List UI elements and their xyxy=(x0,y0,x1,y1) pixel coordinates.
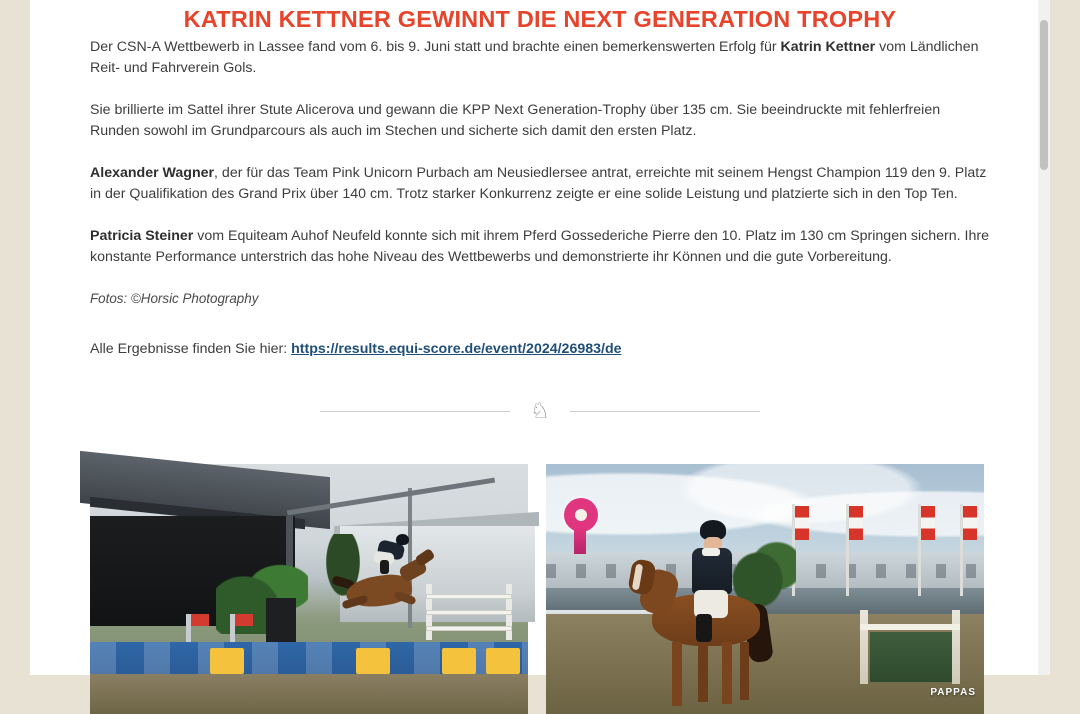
scrollbar-thumb[interactable] xyxy=(1040,20,1048,170)
paragraph-4 xyxy=(90,226,990,268)
jump-obstacle xyxy=(858,610,964,684)
results-line xyxy=(90,339,990,360)
article-body xyxy=(30,37,1050,360)
page-left-margin xyxy=(0,0,30,675)
paragraph-1-run-1: Der CSN-A Wettbewerb in Lassee fand vom 6. bis 9. Juni statt und brachte einen bemerkenswerten Erfolg für xyxy=(90,39,781,55)
jump-filler-wall xyxy=(870,632,952,682)
rider-in-jump xyxy=(372,532,416,572)
jump-rail xyxy=(426,594,512,599)
divider-rule-left xyxy=(320,411,510,412)
arena-sand xyxy=(90,674,528,714)
winner-rosette xyxy=(564,498,598,532)
flag-pole xyxy=(846,504,849,596)
flag-pole xyxy=(918,504,921,596)
show-jumping-photo[interactable] xyxy=(90,464,528,714)
paragraph-4-run-2: vom Equiteam Auhof Neufeld konnte sich mit ihrem Pferd Gossederiche Pierre den 10. Platz im 130 cm Springen sichern. Ihre konstante Performance unterstrich das hohe Niveau des Wettbewerbs und demonstrierte ihr Können und die gute Vorbereitung. xyxy=(90,228,989,265)
winning-rider xyxy=(678,520,748,640)
divider-rule-right xyxy=(570,411,760,412)
sponsor-board xyxy=(442,648,476,674)
sponsor-board xyxy=(356,648,390,674)
riding-helmet-icon xyxy=(396,534,409,545)
photo-gallery xyxy=(30,464,1050,714)
page-scrollbar[interactable] xyxy=(1038,0,1050,675)
photo-credit: Fotos: ©Horsic Photography xyxy=(90,291,259,306)
jump-obstacle xyxy=(422,584,518,640)
horse-legs xyxy=(664,642,752,706)
winner-rosette-photo[interactable] xyxy=(546,464,984,714)
results-label: Alle Ergebnisse finden Sie hier: xyxy=(90,341,292,357)
paragraph-2-run-1: Sie brillierte im Sattel ihrer Stute Alicerova und gewann die KPP Next Generation-Trophy über 135 cm. Sie beeindruckte mit fehlerfreien Runden sowohl im Grundparcours als auch im Stechen und sicherte sich damit den ersten Platz. xyxy=(90,102,941,139)
paragraph-1-run-2: Katrin Kettner xyxy=(780,39,876,55)
rider-collar xyxy=(702,548,720,556)
sponsor-board xyxy=(210,648,244,674)
page-title: KATRIN KETTNER GEWINNT DIE NEXT GENERATION TROPHY xyxy=(183,6,897,32)
riding-boot xyxy=(380,560,389,574)
paragraph-3-run-1: Alexander Wagner xyxy=(90,165,215,181)
riding-boot xyxy=(696,614,712,642)
jump-post xyxy=(952,610,960,684)
sponsor-board xyxy=(486,648,520,674)
jump-rail xyxy=(860,624,960,630)
article xyxy=(30,0,1050,714)
sponsor-label: PAPPAS xyxy=(930,687,976,698)
results-link[interactable]: https://results.equi-score.de/event/2024/26983/de xyxy=(291,341,622,357)
paragraph-1-run-3: vom Ländlichen Reit- und Fahrverein Gols. xyxy=(90,39,979,76)
content-sheet xyxy=(30,0,1050,698)
loudspeaker xyxy=(266,598,296,644)
paragraph-3-run-2: , der für das Team Pink Unicorn Purbach am Neusiedlersee antrat, erreichte mit seinem Hengst Champion 119 den 9. Platz in der Qualifikation des Grand Prix über 140 cm. Trotz starker Konkurrenz zeigte er eine solide Leistung und platzierte sich in den Top Ten. xyxy=(90,165,987,202)
jump-rail xyxy=(426,610,512,615)
paragraph-2 xyxy=(90,100,990,142)
paragraph-4-run-1: Patricia Steiner xyxy=(90,228,194,244)
flag-pole xyxy=(960,504,963,596)
paragraph-3 xyxy=(90,163,990,205)
jump-rail xyxy=(426,626,512,631)
jump-post xyxy=(860,610,868,684)
section-divider xyxy=(30,400,1050,422)
horseshoe-icon: ♘ xyxy=(530,398,550,423)
paragraph-1 xyxy=(90,37,990,79)
horse-hind-legs xyxy=(341,595,368,610)
